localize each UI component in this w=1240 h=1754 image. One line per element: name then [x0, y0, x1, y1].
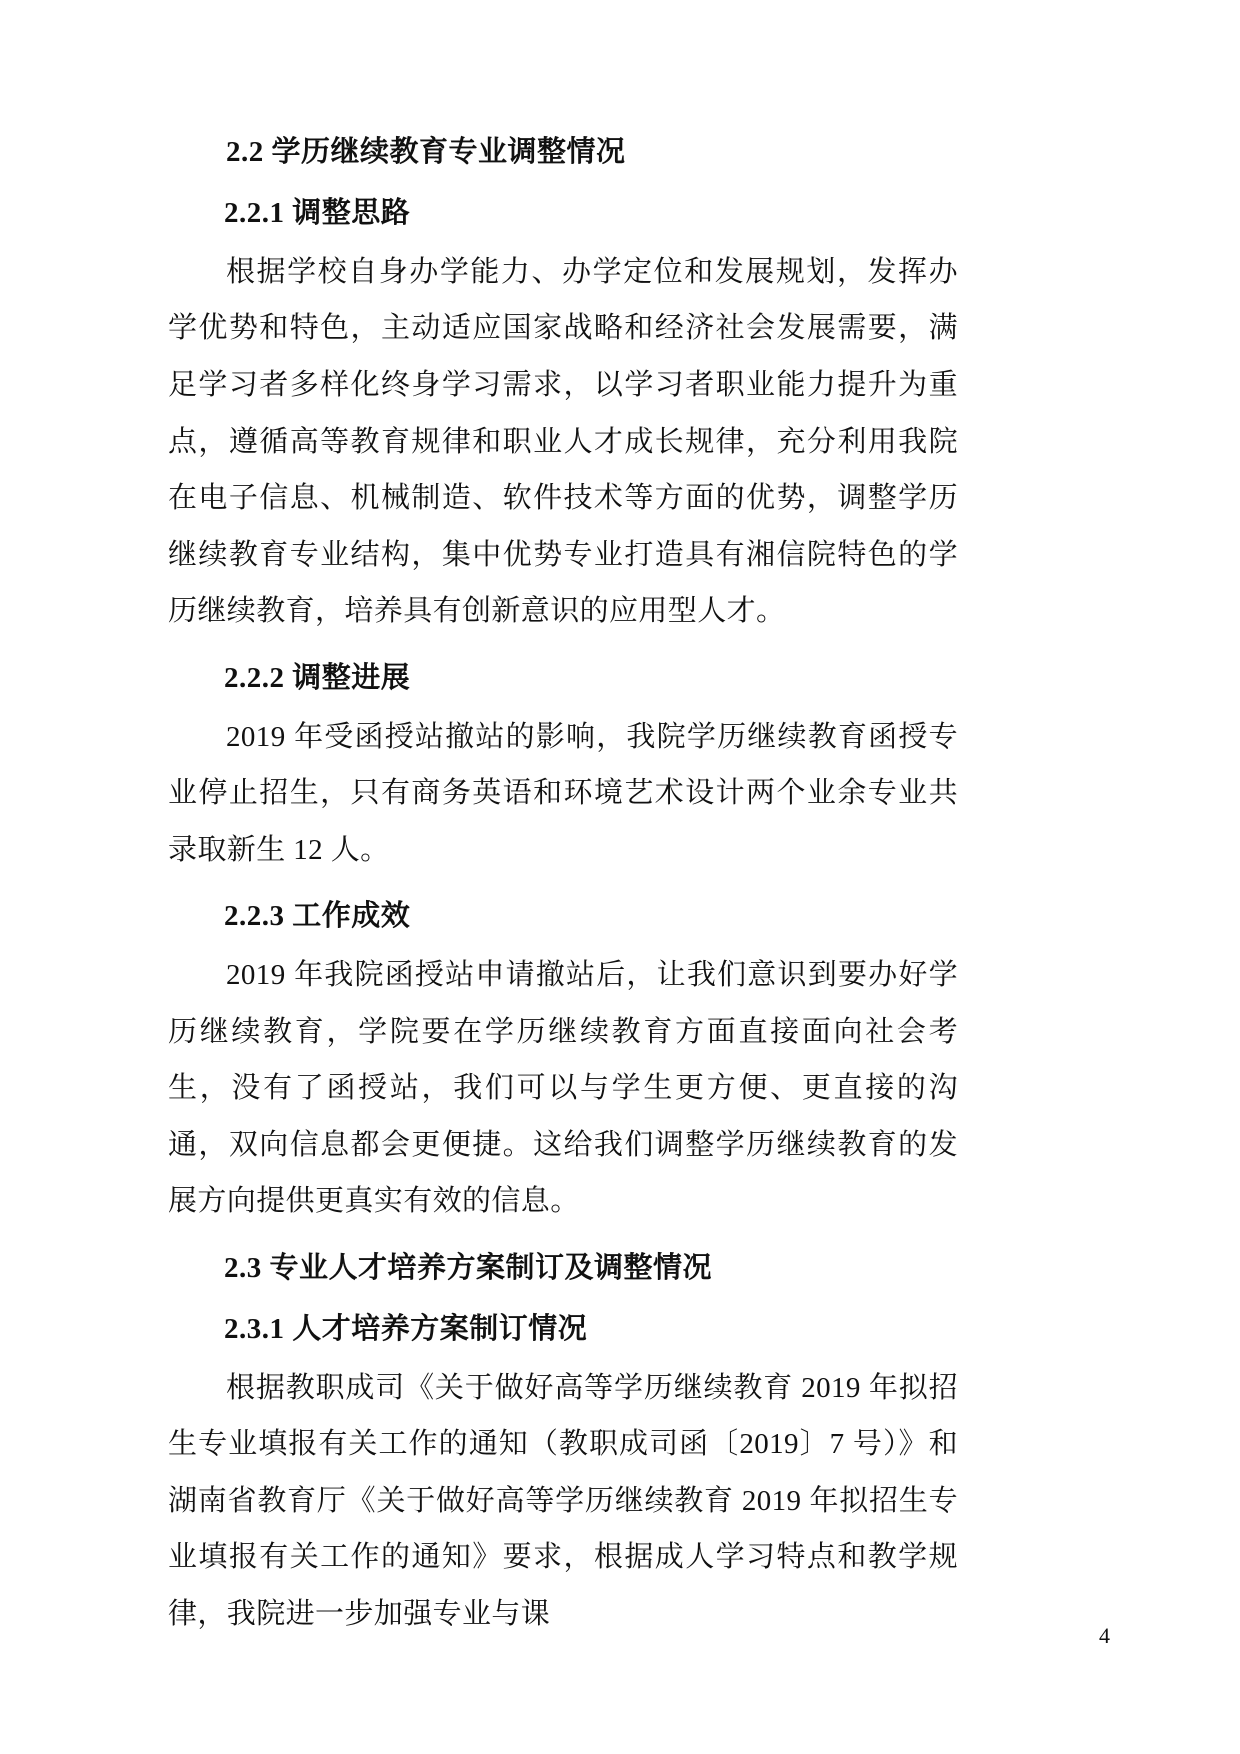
paragraph-2-2-3: 2019 年我院函授站申请撤站后，让我们意识到要办好学历继续教育，学院要在学历继续教育方面直接面向社会考生，没有了函授站，我们可以与学生更方便、更直接的沟通，双向信息都会更便捷。这给我们调整学历继续教育的发展方向提供更真实有效的信息。 [168, 959, 958, 1218]
paragraph-2-2-1: 根据学校自身办学能力、办学定位和发展规划，发挥办学优势和特色，主动适应国家战略和经济社会发展需要，满足学习者多样化终身学习需求，以学习者职业能力提升为重点，遵循高等教育规律和职业人才成长规律，充分利用我院在电子信息、机械制造、软件技术等方面的优势，调整学历继续教育专业结构，集中优势专业打造具有湘信院特色的学历继续教育，培养具有创新意识的应用型人才。 [168, 255, 958, 628]
paragraph-2-3-1: 根据教职成司《关于做好高等学历继续教育 2019 年拟招生专业填报有关工作的通知（教职成司函〔2019〕7 号）》和湖南省教育厅《关于做好高等学历继续教育 2019 年拟招生专业填报有关工作的通知》要求，根据成人学习特点和教学规律，我院进一步加强专业与课 [168, 1371, 958, 1631]
heading-2-3: 2.3 专业人才培养方案制订及调整情况 [224, 1251, 713, 1284]
heading-2-2: 2.2 学历继续教育专业调整情况 [226, 136, 626, 168]
heading-2-2-2: 2.2.2 调整进展 [224, 661, 411, 694]
heading-2-3-1: 2.3.1 人才培养方案制订情况 [224, 1312, 588, 1345]
heading-2-2-3: 2.2.3 工作成效 [224, 900, 411, 933]
page-content [168, 130, 958, 1649]
page-number: 4 [1099, 1623, 1110, 1648]
heading-2-2-1: 2.2.1 调整思路 [224, 196, 411, 229]
paragraph-2-2-2: 2019 年受函授站撤站的影响，我院学历继续教育函授专业停止招生，只有商务英语和环境艺术设计两个业余专业共录取新生 12 人。 [168, 720, 958, 866]
